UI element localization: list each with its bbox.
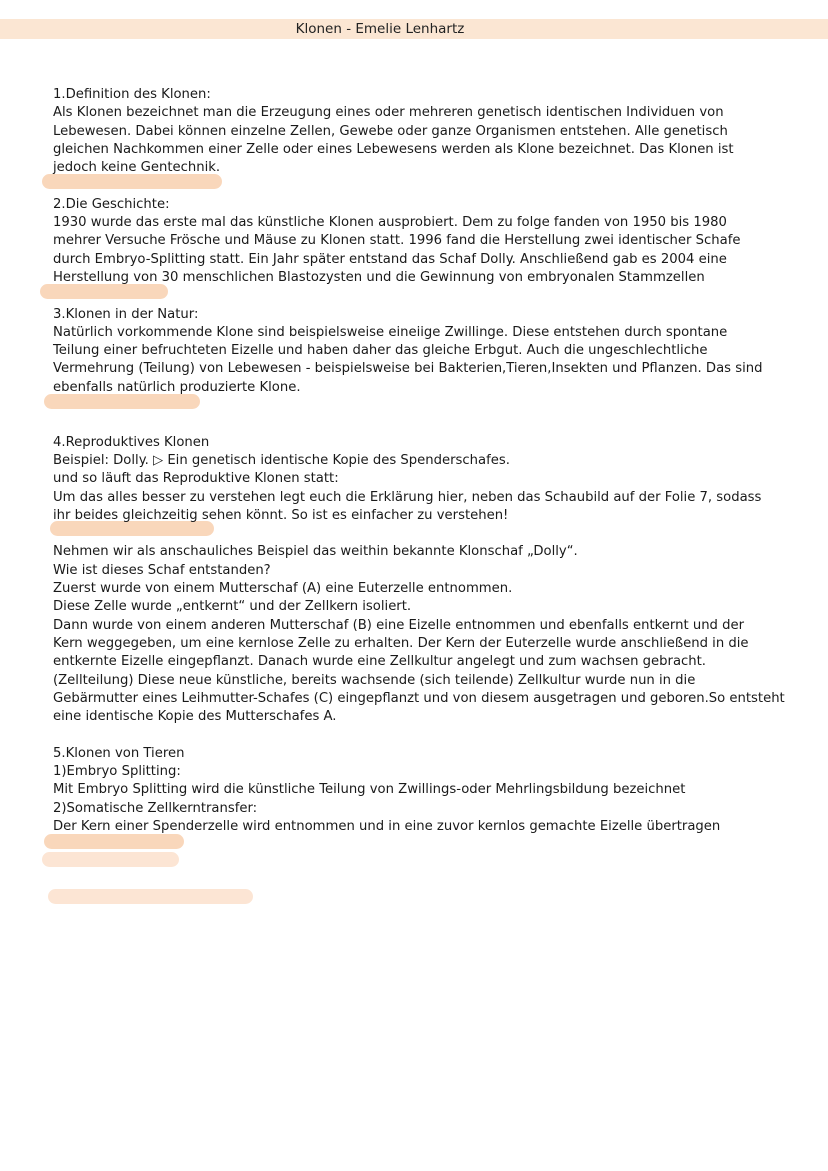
text-line: Mit Embryo Splitting wird die künstliche Teilung von Zwillings-oder Mehrlingsbildung bezeichnet (53, 782, 686, 798)
section-heading: 1.Definition des Klonen: (53, 87, 211, 102)
text-line: Der Kern einer Spenderzelle wird entnommen und in eine zuvor kernlos gemachte Eizelle übertragen (53, 818, 721, 834)
text-line: Um das alles besser zu verstehen legt euch die Erklärung hier, neben das Schaubild auf der Folie 7, sodass (53, 489, 762, 505)
section-heading: 2.Die Geschichte: (53, 196, 170, 212)
text-line: Dann wurde von einem anderen Mutterschaf (B) eine Eizelle entnommen und ebenfalls entkernt und der (53, 617, 745, 633)
document-body (53, 86, 785, 854)
text-line: ebenfalls natürlich produzierte Klone. (53, 379, 301, 395)
section-heading: 3.Klonen in der Natur: (53, 306, 199, 322)
section-definition (53, 86, 753, 177)
text-line: eine identische Kopie des Mutterschafes A. (53, 709, 337, 725)
text-line: durch Embryo-Splitting statt. Ein Jahr später entstand das Schaf Dolly. Anschließend gab es 2004 eine (53, 251, 727, 267)
section-heading: 4.Reproduktives Klonen (53, 434, 210, 450)
text-line: Vermehrung (Teilung) von Lebewesen - beispielsweise bei Bakterien,Tieren,Insekten und Pflanzen. Das sind (53, 361, 763, 377)
section-animal-cloning (53, 745, 753, 836)
text-line: ihr beides gleichzeitig sehen könnt. So ist es einfacher zu verstehen! (53, 507, 509, 523)
text-line: Als Klonen bezeichnet man die Erzeugung eines oder mehreren genetisch identischen Individuen von (53, 105, 724, 121)
text-line: Wie ist dieses Schaf entstanden? (53, 562, 271, 578)
text-line: Lebewesen. Dabei können einzelne Zellen, Gewebe oder ganze Organismen entstehen. Alle genetisch (53, 123, 728, 139)
section-heading: 5.Klonen von Tieren (53, 745, 185, 761)
section-nature (53, 306, 763, 397)
text-line: Diese Zelle wurde „entkernt“ und der Zellkern isoliert. (53, 599, 412, 615)
text-line: Zuerst wurde von einem Mutterschaf (A) eine Euterzelle entnommen. (53, 581, 513, 597)
text-line: gleichen Nachkommen einer Zelle oder eines Lebewesens werden als Klone bezeichnet. Das Klonen ist (53, 141, 734, 157)
page-title: Klonen - Emelie Lenhartz (295, 21, 465, 37)
text-line: Kern weggegeben, um eine kernlose Zelle zu erhalten. Der Kern der Euterzelle wurde anschließend in die (53, 635, 749, 651)
text-line: und so läuft das Reproduktive Klonen statt: (53, 471, 339, 487)
text-line: jedoch keine Gentechnik. (53, 160, 221, 176)
text-line: Gebärmutter eines Leihmutter-Schafes (C) eingepflanzt und von diesem ausgetragen und geboren.So entsteht (53, 690, 785, 706)
text-line: 1930 wurde das erste mal das künstliche Klonen ausprobiert. Dem zu folge fanden von 1950 bis 1980 (53, 215, 727, 231)
section-reproductive-cloning (53, 434, 762, 525)
text-line: Beispiel: Dolly. ▷ Ein genetisch identische Kopie des Spenderschafes. (53, 452, 510, 468)
section-history (53, 196, 753, 287)
text-line: Herstellung von 30 menschlichen Blastozysten und die Gewinnung von embryonalen Stammzellen (53, 269, 705, 285)
highlight-stroke (48, 889, 253, 904)
text-line: (Zellteilung) Diese neue künstliche, bereits wachsende (sich teilende) Zellkultur wurde nun in die (53, 672, 696, 688)
text-line: 1)Embryo Splitting: (53, 763, 181, 779)
text-line: 2)Somatische Zellkerntransfer: (53, 800, 258, 816)
text-line: Teilung einer befruchteten Eizelle und haben daher das gleiche Erbgut. Auch die ungeschlechtliche (53, 343, 708, 359)
text-line: Natürlich vorkommende Klone sind beispielsweise eineiige Zwillinge. Diese entstehen durch spontane (53, 324, 728, 340)
text-line: mehrer Versuche Frösche und Mäuse zu Klonen statt. 1996 fand die Herstellung zwei identischer Schafe (53, 233, 741, 249)
text-line: entkernte Eizelle eingepflanzt. Danach wurde eine Zellkultur angelegt und zum wachsen gebracht. (53, 654, 706, 670)
section-dolly-example (53, 543, 785, 726)
text-line: Nehmen wir als anschauliches Beispiel das weithin bekannte Klonschaf „Dolly“. (53, 544, 578, 560)
